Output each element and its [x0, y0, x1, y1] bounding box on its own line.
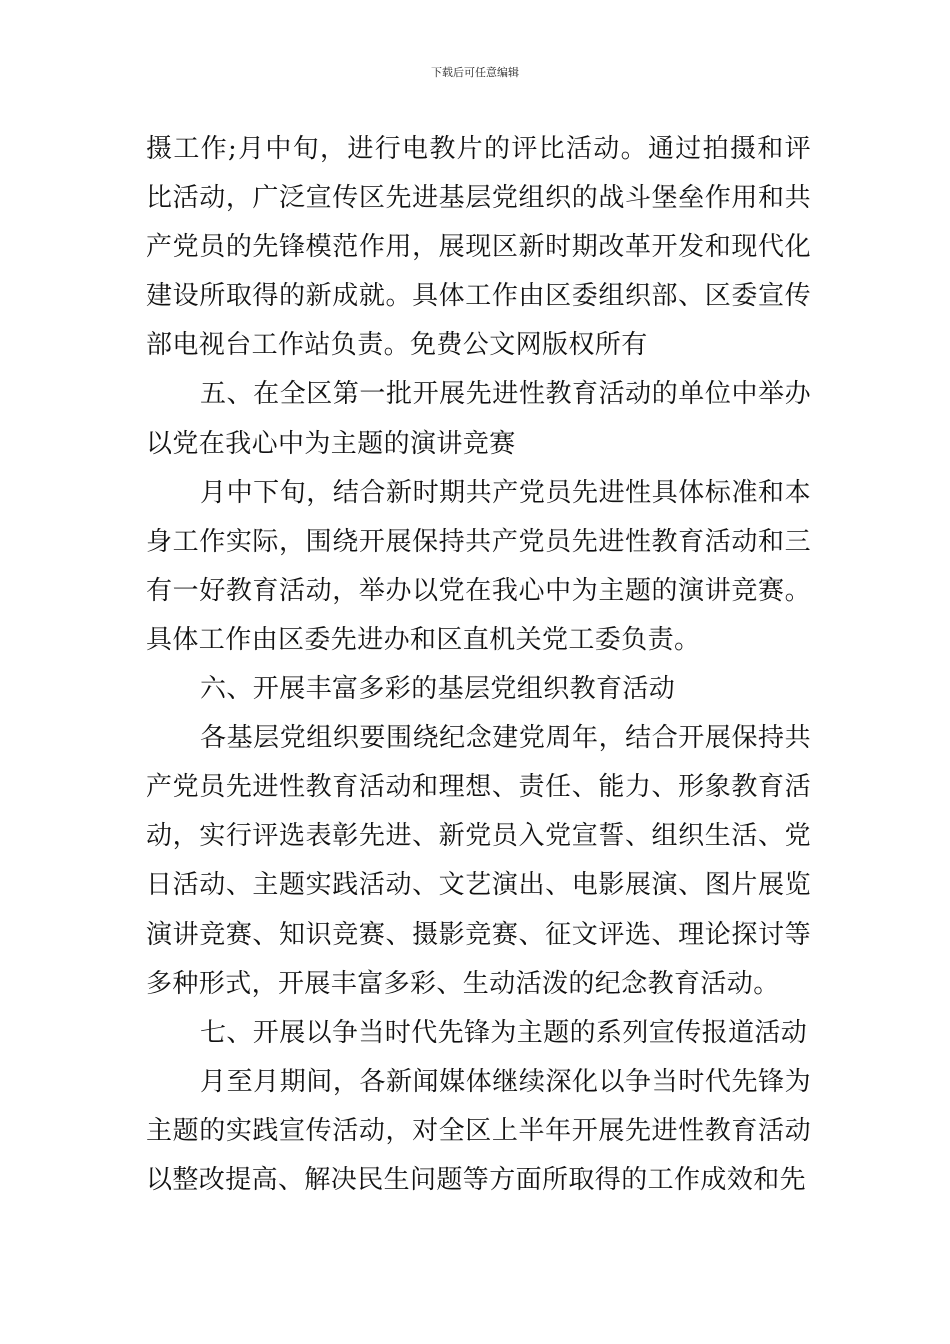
- section-heading-six: 六、开展丰富多彩的基层党组织教育活动: [200, 674, 676, 705]
- document-body: [146, 125, 811, 1205]
- paragraph-media-campaign: 月至月期间，各新闻媒体继续深化以争当时代先锋为主题的实践宣传活动，对全区上半年开展先进性教育活动以整改提高、解决民生问题等方面所取得的工作成效和先: [146, 1066, 811, 1195]
- paragraph-continued: 摄工作;月中旬，进行电教片的评比活动。通过拍摄和评比活动，广泛宣传区先进基层党组织的战斗堡垒作用和共产党员的先锋模范作用，展现区新时期改革开发和现代化建设所取得的新成就。具体工作由区委组织部、区委宣传部电视台工作站负责。免费公文网版权所有: [146, 134, 811, 361]
- paragraph-grassroots-activities: 各基层党组织要围绕纪念建党周年，结合开展保持共产党员先进性教育活动和理想、责任、能力、形象教育活动，实行评选表彰先进、新党员入党宣誓、组织生活、党日活动、主题实践活动、文艺演出、电影展演、图片展览演讲竞赛、知识竞赛、摄影竞赛、征文评选、理论探讨等多种形式，开展丰富多彩、生动活泼的纪念教育活动。: [146, 723, 811, 999]
- paragraph-speech-contest: 月中下旬，结合新时期共产党员先进性具体标准和本身工作实际，围绕开展保持共产党员先进性教育活动和三有一好教育活动，举办以党在我心中为主题的演讲竞赛。具体工作由区委先进办和区直机关党工委负责。: [146, 477, 811, 655]
- page-header: 下载后可任意编辑: [431, 66, 519, 79]
- section-heading-seven: 七、开展以争当时代先锋为主题的系列宣传报道活动: [200, 1017, 808, 1048]
- section-heading-five: 五、在全区第一批开展先进性教育活动的单位中举办以党在我心中为主题的演讲竞赛: [146, 379, 811, 459]
